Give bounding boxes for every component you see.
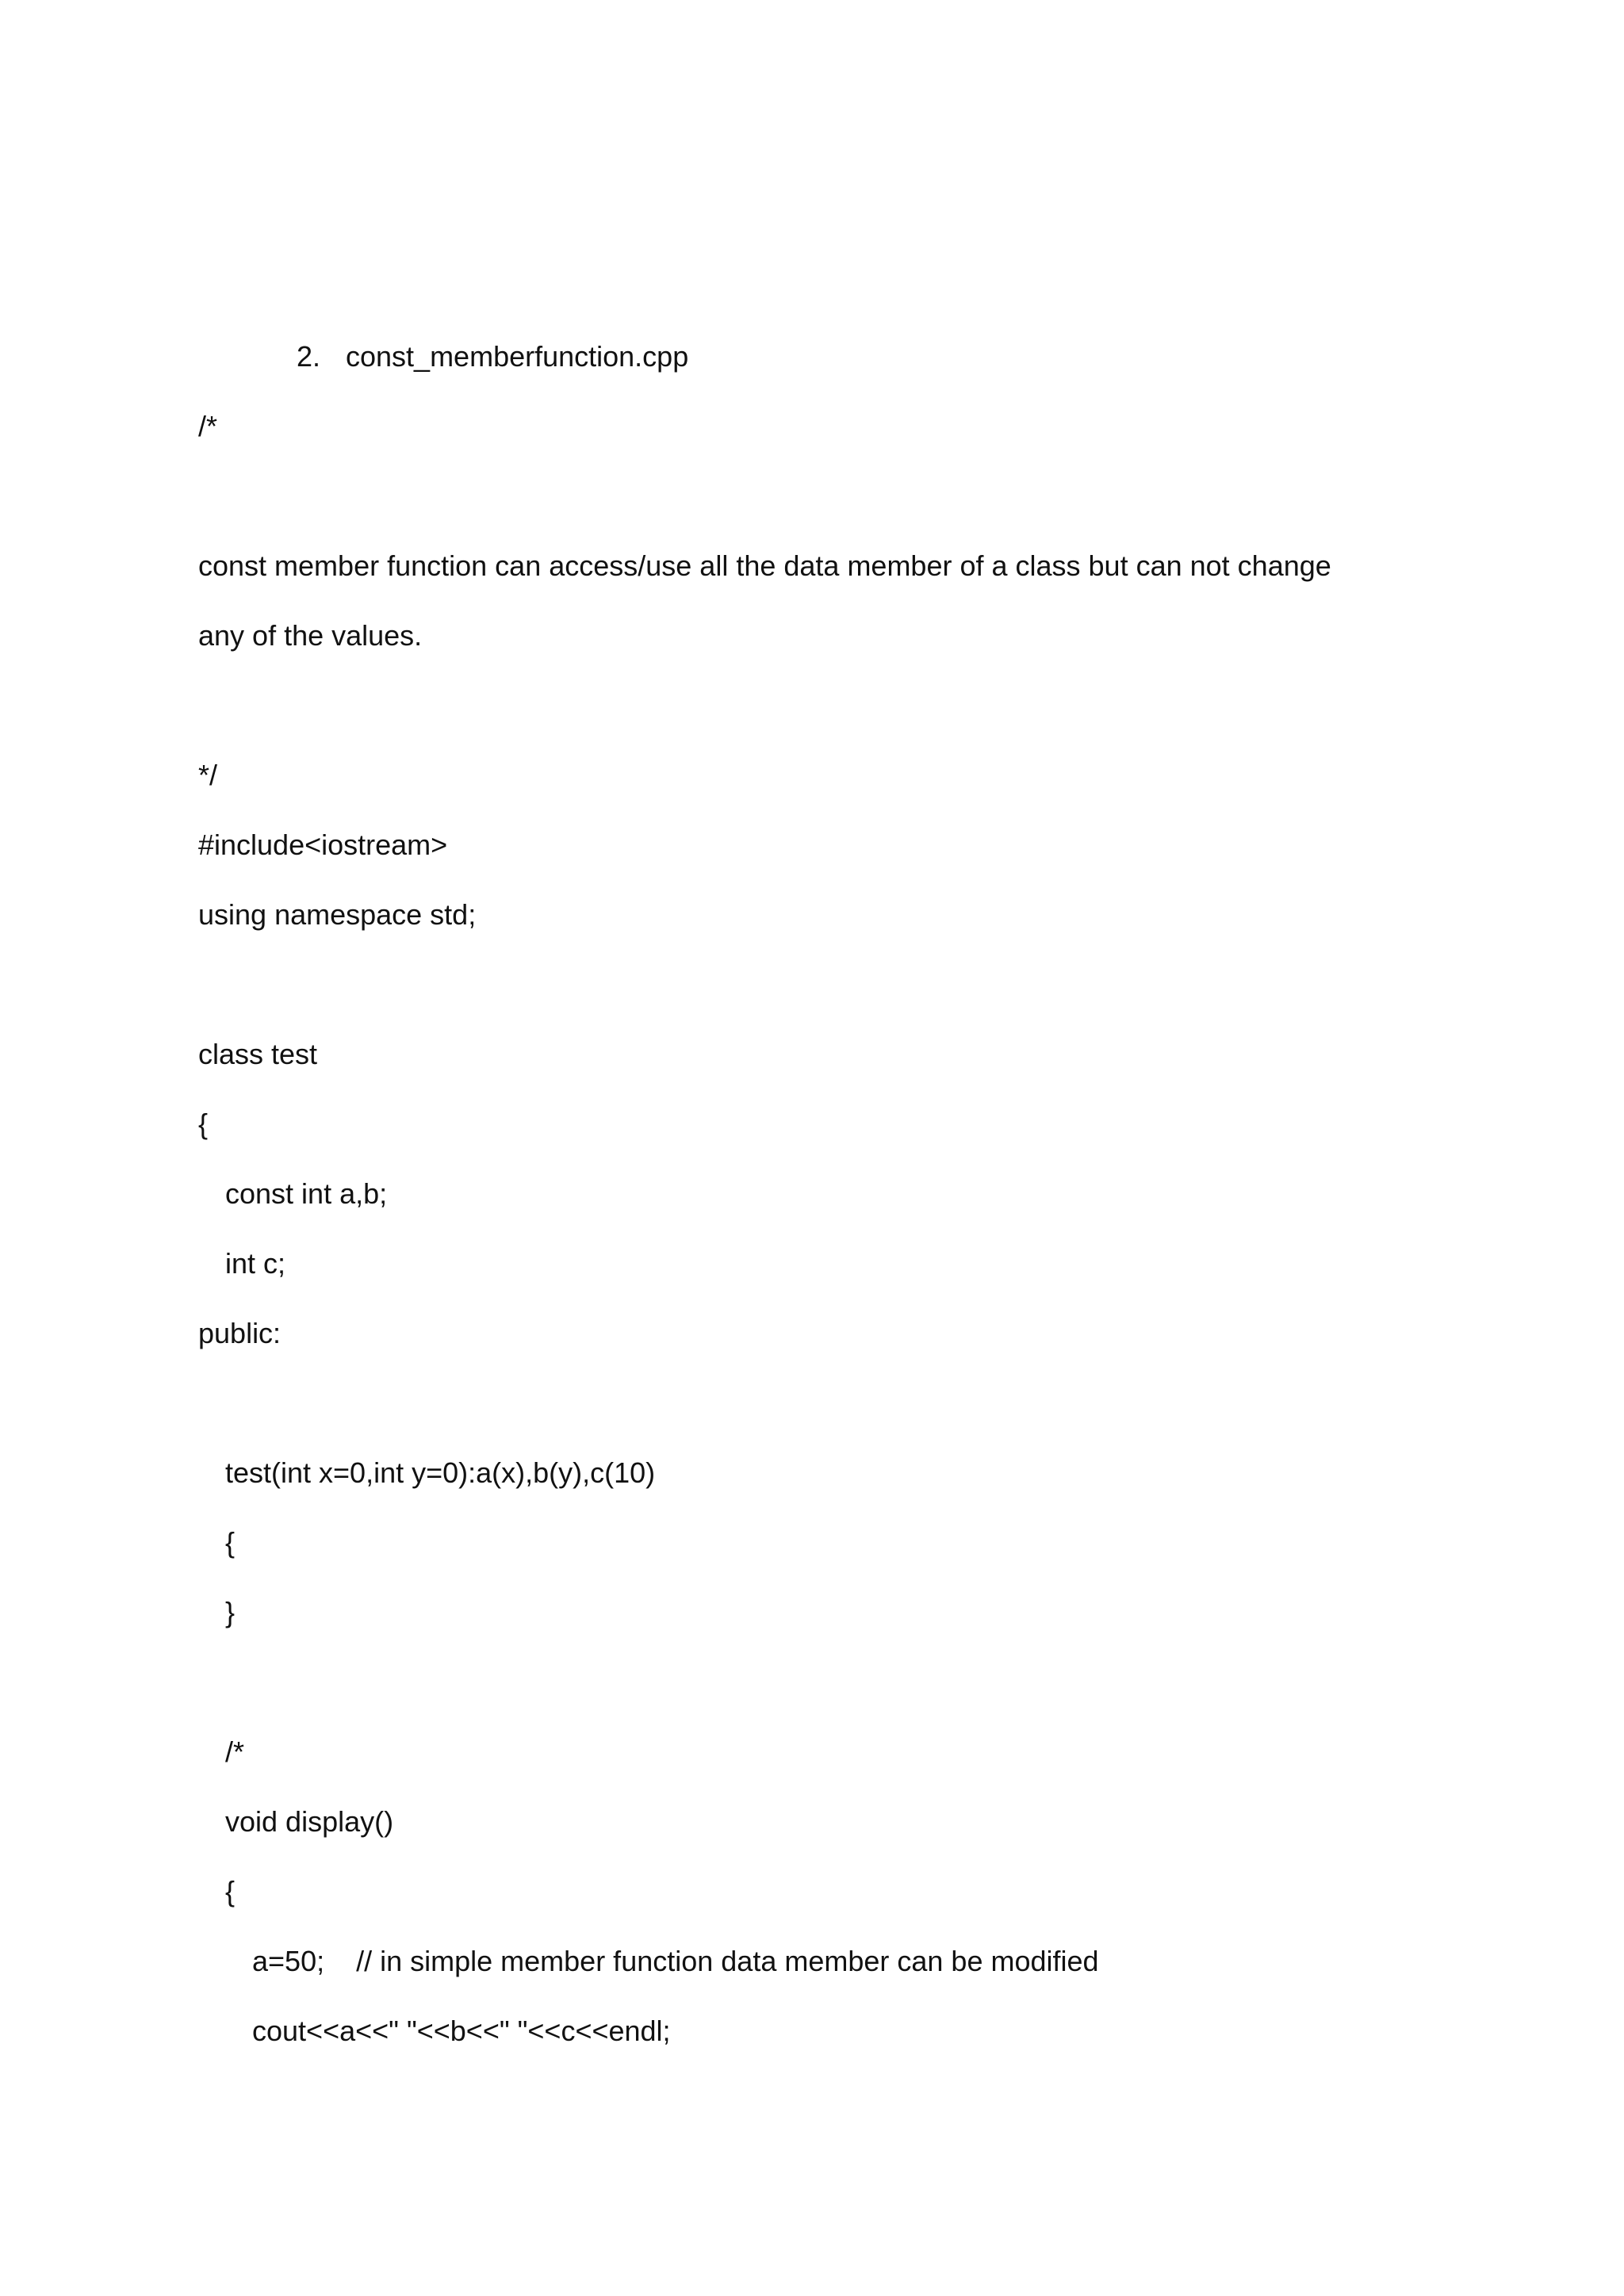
- code-line-constructor: test(int x=0,int y=0):a(x),b(y),c(10): [225, 1456, 656, 1489]
- code-line-int-member: int c;: [225, 1247, 286, 1280]
- description-line-2: any of the values.: [198, 619, 423, 652]
- code-line-display: void display(): [225, 1805, 394, 1838]
- code-line-comment-open: /*: [225, 1735, 245, 1768]
- comment-close: */: [198, 759, 218, 791]
- code-line-assignment: a=50; // in simple member function data member can be modified: [252, 1945, 1099, 1977]
- code-line-class: class test: [198, 1038, 318, 1070]
- code-line-public: public:: [198, 1317, 282, 1349]
- code-line-cout: cout<<a<<" "<<b<<" "<<c<<endl;: [252, 2015, 671, 2047]
- code-line-class-open: {: [198, 1108, 209, 1140]
- code-line-include: #include<iostream>: [198, 828, 448, 861]
- code-line-const-members: const int a,b;: [225, 1177, 388, 1210]
- code-line-namespace: using namespace std;: [198, 898, 477, 931]
- code-line-constructor-open: {: [225, 1526, 236, 1559]
- code-line-display-open: {: [225, 1875, 236, 1908]
- heading-title: const_memberfunction.cpp: [346, 340, 689, 373]
- comment-open: /*: [198, 410, 218, 442]
- code-line-constructor-close: }: [225, 1596, 236, 1628]
- heading-number: 2.: [297, 340, 321, 373]
- description-line-1: const member function can access/use all the data member of a class but can not change: [198, 549, 1331, 582]
